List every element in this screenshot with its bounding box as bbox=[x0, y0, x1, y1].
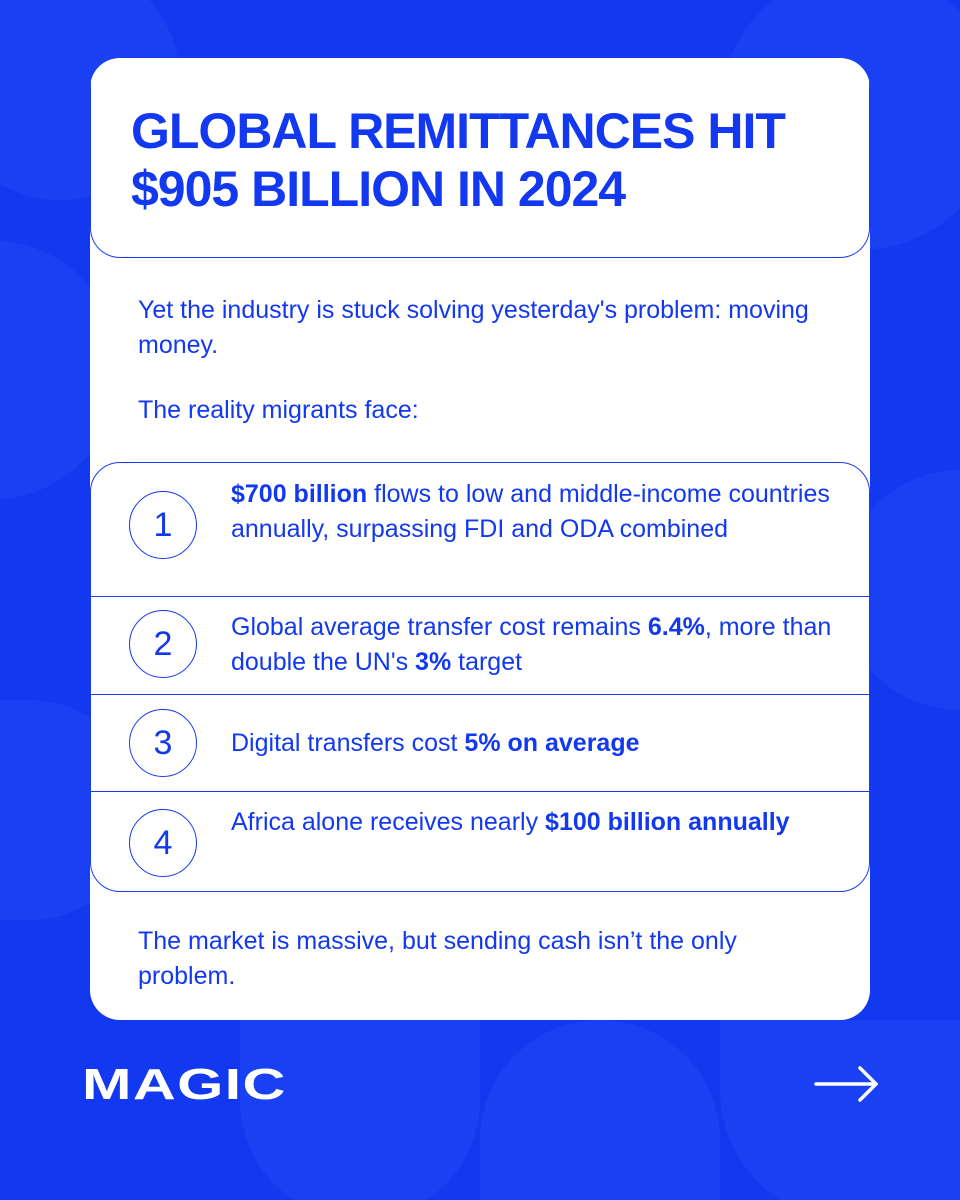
highlight-text: 6.4% bbox=[647, 613, 705, 641]
number-badge: 4 bbox=[129, 809, 197, 877]
intro-subheading: The reality migrants face: bbox=[138, 396, 419, 424]
item-text bbox=[231, 477, 841, 547]
body-text: Digital transfers cost bbox=[231, 729, 465, 757]
list-item bbox=[91, 694, 870, 791]
item-text bbox=[231, 805, 841, 840]
number-badge: 2 bbox=[129, 610, 197, 678]
body-text: target bbox=[451, 648, 523, 676]
highlight-text: $700 billion bbox=[231, 480, 368, 508]
list-item bbox=[91, 463, 870, 596]
facts-list bbox=[90, 462, 870, 892]
number-badge: 3 bbox=[129, 709, 197, 777]
highlight-text: $100 billion annually bbox=[545, 808, 790, 836]
number-badge: 1 bbox=[129, 491, 197, 559]
page-title: GLOBAL REMITTANCES HIT $905 BILLION IN 2024 bbox=[131, 103, 785, 217]
list-item bbox=[91, 791, 870, 892]
content-card bbox=[90, 58, 870, 1020]
highlight-text: 5% on average bbox=[464, 729, 640, 757]
intro-text: Yet the industry is stuck solving yesterday's problem: moving money. bbox=[138, 296, 809, 359]
closing-text: The market is massive, but sending cash isn’t the only problem. bbox=[138, 927, 737, 990]
title-box bbox=[90, 58, 870, 258]
highlight-text: 3% bbox=[415, 648, 452, 676]
body-text: Global average transfer cost remains bbox=[231, 613, 648, 641]
list-item bbox=[91, 596, 870, 694]
body-text: flows to low and middle-income countries annually, surpassing FDI and ODA combined bbox=[231, 480, 830, 543]
arrow-right-icon[interactable] bbox=[812, 1064, 882, 1104]
body-text: , more than double the UN's bbox=[231, 613, 832, 676]
item-text bbox=[231, 726, 841, 761]
item-text bbox=[231, 610, 841, 680]
body-text: Africa alone receives nearly bbox=[231, 808, 546, 836]
magic-logo: MAGIC bbox=[82, 1060, 287, 1109]
